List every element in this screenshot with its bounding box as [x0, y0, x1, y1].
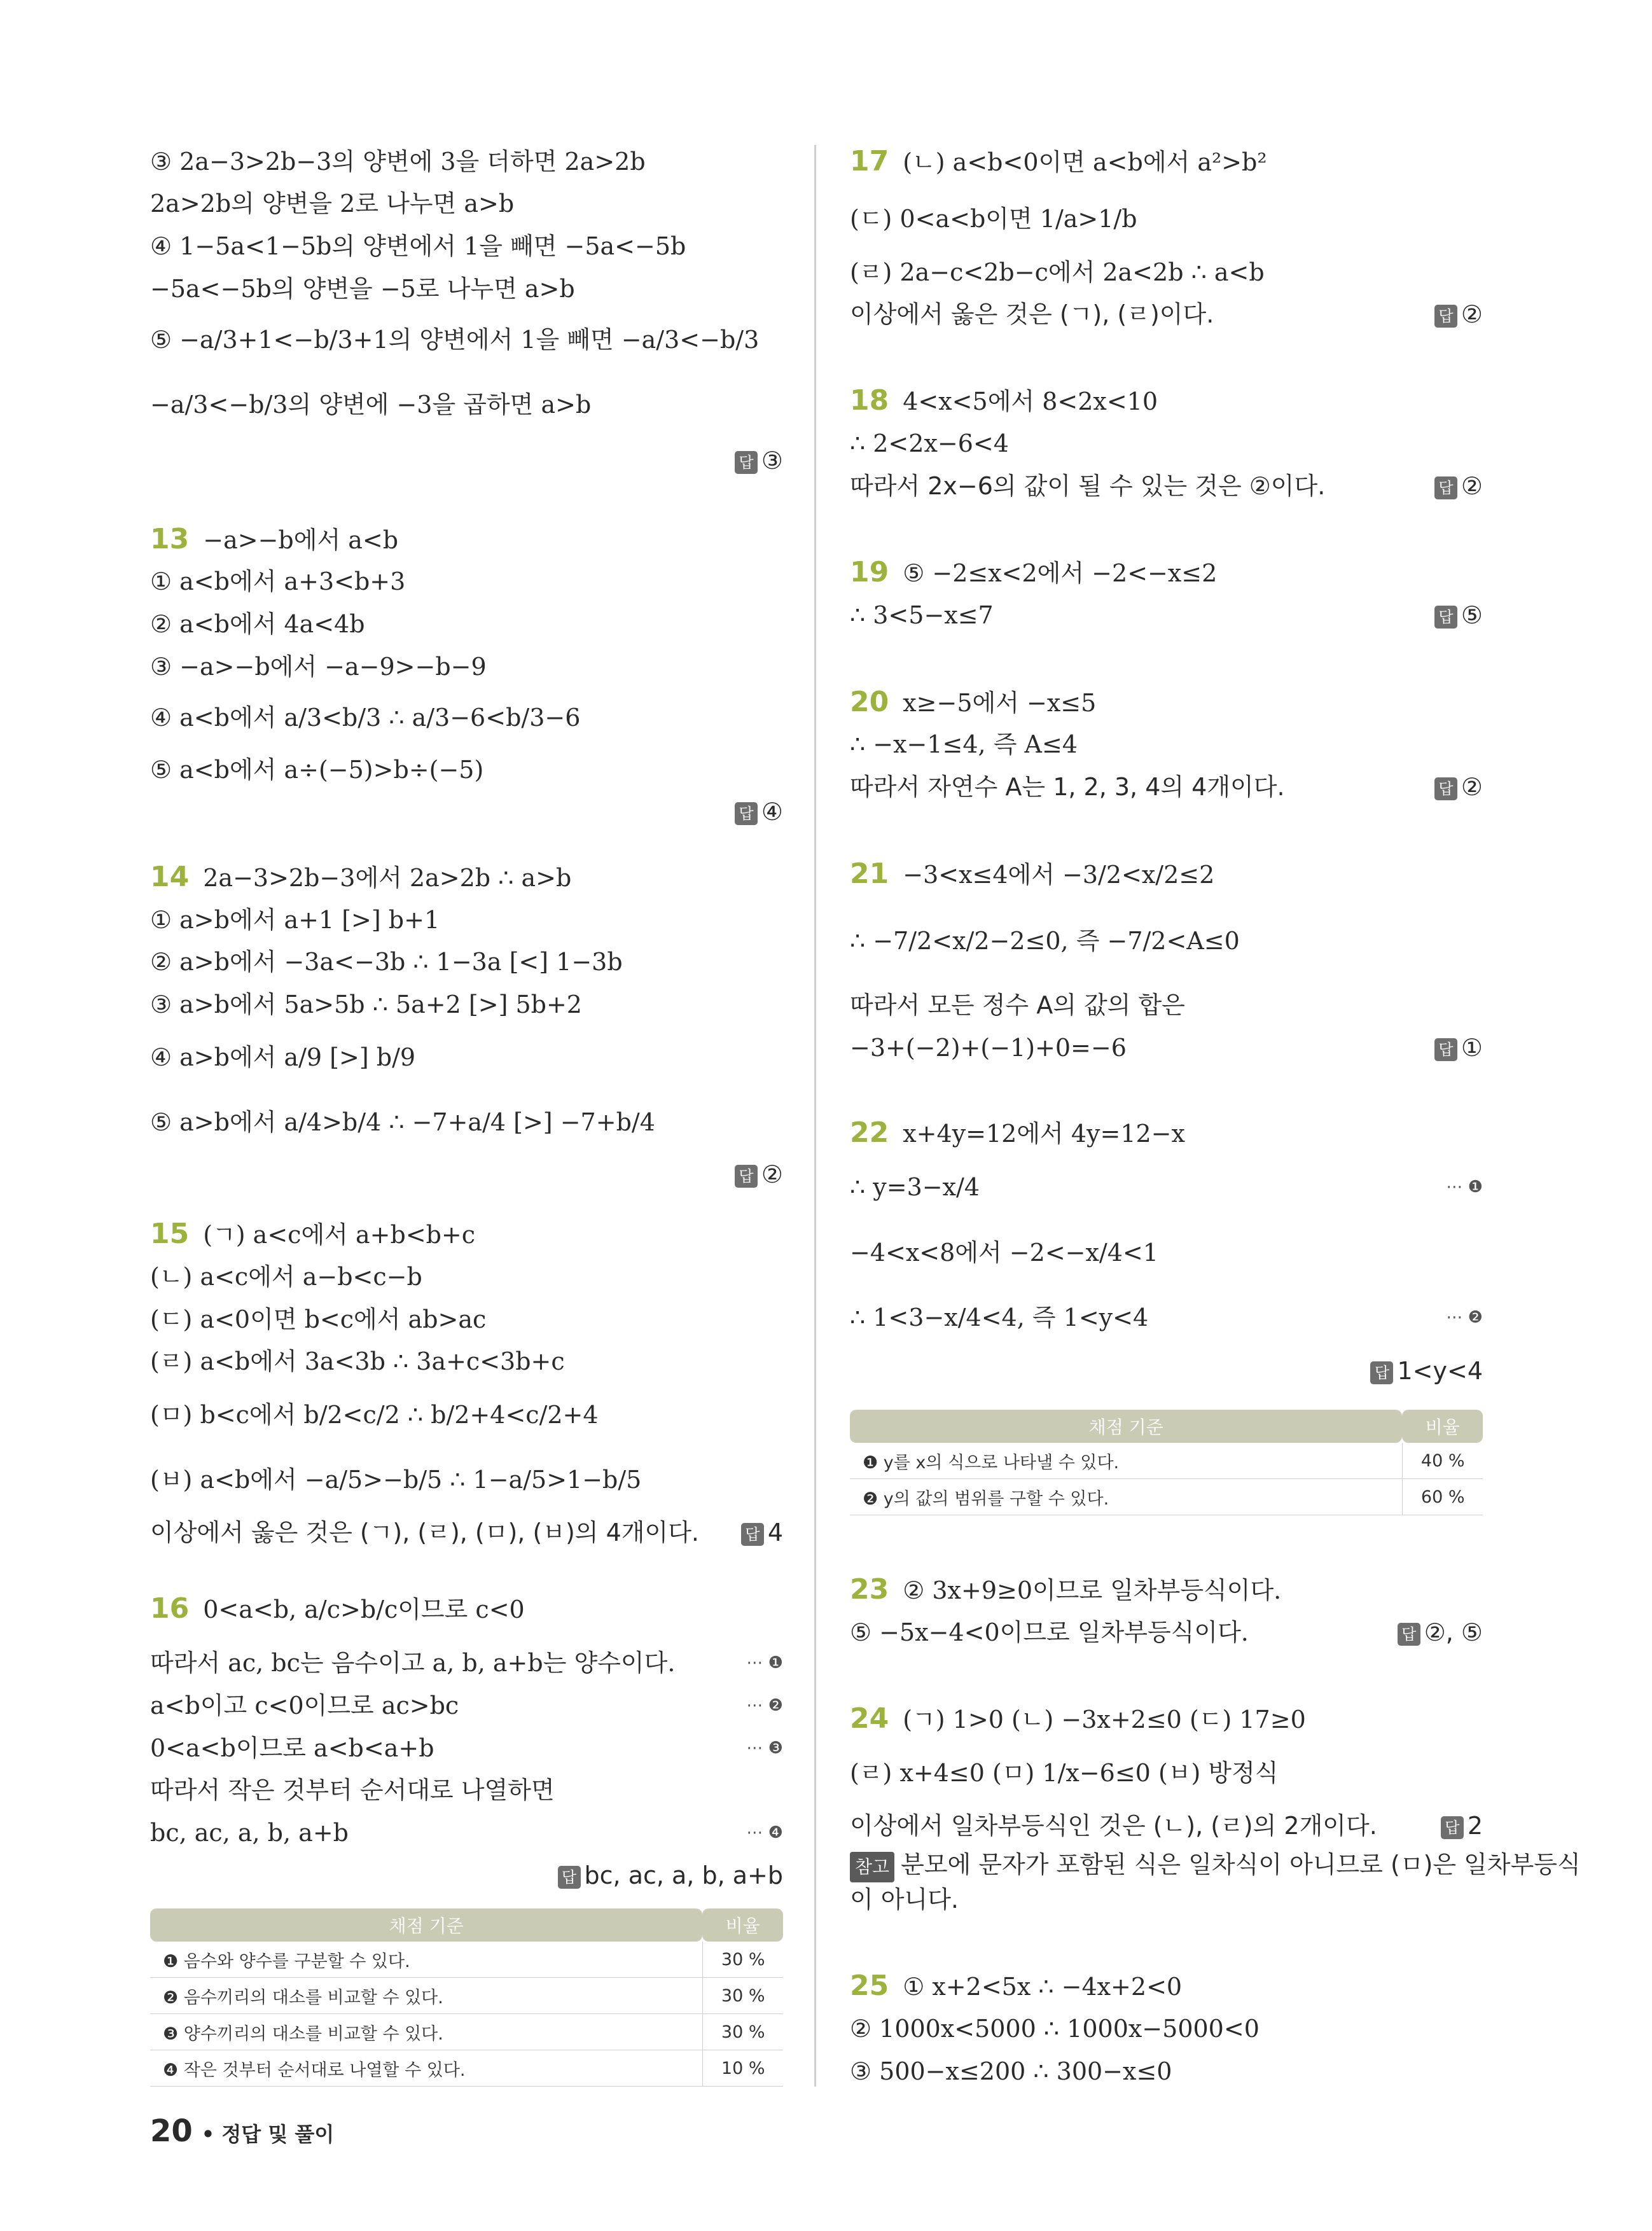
- solution-line: [850, 2056, 1172, 2087]
- column-divider: [814, 145, 816, 2087]
- solution-line: [150, 989, 582, 1020]
- answer-icon: 답: [558, 1866, 581, 1889]
- problem-number: 18: [850, 384, 889, 417]
- solution-text: 2a>2b의 양변을 2로 나누면 a>b: [150, 190, 515, 218]
- solution-text: ∴ y=3−x/4: [850, 1173, 980, 1201]
- problem-number: 21: [850, 858, 889, 890]
- solution-line: [850, 428, 1009, 459]
- solution-line: [850, 990, 1185, 1020]
- solution-line: [150, 389, 591, 420]
- solution-text: 4<x<5에서 8<2x<10: [903, 387, 1158, 415]
- problem-22-line: [850, 1118, 1185, 1149]
- solution-line: [850, 926, 1240, 956]
- table-row: [150, 1978, 783, 2014]
- answer-value: 2: [1467, 1812, 1483, 1840]
- solution-text: ③ 2a−3>2b−3의 양변에 3을 더하면 2a>2b: [150, 148, 646, 176]
- solution-line: [850, 600, 994, 630]
- problem-number: 15: [150, 1218, 190, 1250]
- solution-text: −a/3<−b/3의 양변에 −3을 곱하면 a>b: [150, 391, 592, 419]
- answer-value: ②: [761, 1160, 783, 1188]
- problem-18-line: [850, 386, 1158, 417]
- solution-text: ④ 1−5a<1−5b의 양변에서 1을 빼면 −5a<−5b: [150, 232, 686, 260]
- answer-icon: 답: [1434, 476, 1457, 499]
- solution-text: (ㄱ) 1>0 (ㄴ) −3x+2≤0 (ㄷ) 17≥0: [903, 1706, 1306, 1734]
- problem-24-line: [850, 1704, 1306, 1735]
- solution-line: [850, 1884, 959, 1915]
- problem-number: 25: [850, 1970, 889, 2002]
- solution-line: [150, 1400, 599, 1430]
- ratio-cell: 40 %: [1402, 1443, 1483, 1479]
- solution-text: ∴ −7/2<x/2−2≤0, 즉 −7/2<A≤0: [850, 927, 1240, 955]
- solution-line: [150, 231, 686, 261]
- solution-text: −3<x≤4에서 −3/2<x/2≤2: [903, 861, 1215, 889]
- answer-value: bc, ac, a, b, a+b: [584, 1861, 783, 1889]
- solution-text: (ㅁ) b<c에서 b/2<c/2 ∴ b/2+4<c/2+4: [150, 1401, 599, 1429]
- solution-line: [150, 1107, 655, 1137]
- solution-line: [150, 905, 440, 935]
- solution-line: [850, 729, 1078, 760]
- solution-line: [150, 702, 580, 733]
- answer: [1441, 1811, 1483, 1841]
- solution-text: ∴ −x−1≤4, 즉 A≤4: [850, 730, 1078, 758]
- answer-icon: 답: [741, 1523, 764, 1546]
- solution-text: (ㄹ) a<b에서 3a<3b ∴ 3a+c<3b+c: [150, 1347, 565, 1375]
- answer: [735, 1159, 783, 1190]
- scoring-step-marker: ⋯ ❸: [746, 1739, 783, 1758]
- solution-line: [150, 1346, 565, 1377]
- solution-text: bc, ac, a, b, a+b: [150, 1819, 349, 1847]
- answer: [735, 445, 783, 476]
- table-row: [150, 1942, 783, 1978]
- solution-line: [850, 471, 1325, 501]
- solution-text: 이상에서 옳은 것은 (ㄱ), (ㄹ)이다.: [850, 300, 1214, 328]
- answer-value: ②: [1461, 472, 1483, 500]
- solution-text: ② 3x+9≥0이므로 일차부등식이다.: [903, 1576, 1282, 1604]
- solution-text: ④ a>b에서 a/9 [>] b/9: [150, 1043, 416, 1071]
- answer-icon: 답: [735, 802, 758, 825]
- scoring-step-marker: ⋯ ❷: [1446, 1308, 1483, 1327]
- solution-line: [150, 1733, 434, 1763]
- answer-icon: 답: [1434, 305, 1457, 328]
- solution-text: 이상에서 일차부등식인 것은 (ㄴ), (ㄹ)의 2개이다.: [850, 1812, 1377, 1840]
- solution-text: ③ a>b에서 5a>5b ∴ 5a+2 [>] 5b+2: [150, 990, 582, 1018]
- answer-value: 1<y<4: [1397, 1357, 1483, 1385]
- solution-text: ② a>b에서 −3a<−3b ∴ 1−3a [<] 1−3b: [150, 948, 623, 976]
- solution-text: ① x+2<5x ∴ −4x+2<0: [903, 1973, 1183, 2001]
- problem-number: 16: [150, 1592, 190, 1625]
- solution-text: ⑤ a>b에서 a/4>b/4 ∴ −7+a/4 [>] −7+b/4: [150, 1108, 655, 1136]
- solution-line: [850, 257, 1265, 288]
- solution-text: −a>−b에서 a<b: [203, 526, 399, 554]
- solution-line: [150, 324, 759, 355]
- problem-23-line: [850, 1574, 1281, 1606]
- table-row: [150, 2050, 783, 2087]
- solution-text: x≥−5에서 −x≤5: [903, 689, 1097, 717]
- solution-text: 0<a<b이므로 a<b<a+b: [150, 1734, 434, 1762]
- answer-value: ⑤: [1461, 601, 1483, 629]
- solution-text: ⑤ −2≤x<2에서 −2<−x≤2: [903, 559, 1218, 587]
- solution-text: (ㄷ) 0<a<b이면 1/a>1/b: [850, 205, 1137, 233]
- page-footer: [150, 2113, 334, 2149]
- answer-icon: 답: [1398, 1623, 1420, 1646]
- problem-number: 24: [850, 1702, 889, 1735]
- solution-text: 따라서 2x−6의 값이 될 수 있는 것은 ②이다.: [850, 472, 1326, 500]
- ratio-header: 비율: [702, 1908, 783, 1942]
- solution-text: a<b이고 c<0이므로 ac>bc: [150, 1692, 459, 1720]
- problem-number: 17: [850, 145, 889, 177]
- solution-text: 0<a<b, a/c>b/c이므로 c<0: [203, 1595, 525, 1623]
- answer-value: ②, ⑤: [1424, 1618, 1483, 1646]
- solution-line: [150, 1304, 486, 1335]
- scoring-step-marker: ⋯ ❹: [746, 1823, 783, 1842]
- solution-text: ③ 500−x≤200 ∴ 300−x≤0: [850, 2057, 1172, 2085]
- solution-text: 이상에서 옳은 것은 (ㄱ), (ㄹ), (ㅁ), (ㅂ)의 4개이다.: [150, 1519, 699, 1546]
- criteria-cell: ❷ y의 값의 범위를 구할 수 있다.: [850, 1479, 1402, 1515]
- solution-text: 따라서 자연수 A는 1, 2, 3, 4의 4개이다.: [850, 773, 1285, 801]
- answer: [1434, 471, 1483, 501]
- answer-icon: 답: [1441, 1816, 1464, 1839]
- answer-value: ②: [1461, 773, 1483, 801]
- criteria-cell: ❶ 음수와 양수를 구분할 수 있다.: [150, 1942, 702, 1978]
- solution-line: [150, 651, 487, 682]
- solution-text: (ㅂ) a<b에서 −a/5>−b/5 ∴ 1−a/5>1−b/5: [150, 1466, 642, 1494]
- solution-line: [150, 274, 575, 304]
- solution-text: ② 1000x<5000 ∴ 1000x−5000<0: [850, 2015, 1260, 2043]
- answer-icon: 답: [1434, 1038, 1457, 1061]
- solution-line: [850, 1849, 1581, 1882]
- problem-14-line: [150, 862, 571, 893]
- answer-icon: 답: [1370, 1361, 1393, 1384]
- scoring-step-marker: ⋯ ❷: [746, 1696, 783, 1715]
- solution-text: ① a>b에서 a+1 [>] b+1: [150, 906, 440, 934]
- solution-line: [850, 1032, 1127, 1063]
- ratio-cell: 60 %: [1402, 1479, 1483, 1515]
- solution-line: [150, 947, 623, 977]
- solution-text: −5a<−5b의 양변을 −5로 나누면 a>b: [150, 275, 575, 303]
- solution-line: [850, 299, 1214, 330]
- solution-line: [850, 1172, 980, 1202]
- answer: [1398, 1617, 1483, 1648]
- solution-line: [150, 1690, 459, 1721]
- solution-text: (ㄱ) a<c에서 a+b<b+c: [203, 1221, 476, 1249]
- solution-text: (ㄹ) 2a−c<2b−c에서 2a<2b ∴ a<b: [850, 258, 1265, 286]
- solution-line: [850, 1302, 1148, 1333]
- solution-line: [150, 188, 514, 219]
- answer: [1434, 299, 1483, 330]
- answer-value: 4: [767, 1519, 783, 1546]
- solution-line: [150, 609, 365, 639]
- problem-number: 19: [850, 556, 889, 588]
- answer-icon: 답: [1434, 606, 1457, 629]
- solution-text: ⑤ −a/3+1<−b/3+1의 양변에서 1을 빼면 −a/3<−b/3: [150, 326, 760, 354]
- solution-text: ∴ 2<2x−6<4: [850, 429, 1009, 457]
- solution-text: ∴ 1<3−x/4<4, 즉 1<y<4: [850, 1303, 1149, 1331]
- solution-text: −3+(−2)+(−1)+0=−6: [850, 1034, 1127, 1062]
- problem-21-line: [850, 859, 1214, 890]
- solution-text: (ㄴ) a<b<0이면 a<b에서 a²>b²: [903, 148, 1267, 176]
- ratio-cell: 30 %: [702, 2014, 783, 2050]
- solution-line: [150, 1817, 349, 1848]
- answer-icon: 답: [735, 451, 758, 474]
- answer-icon: 답: [1434, 777, 1457, 800]
- answer: [558, 1860, 783, 1891]
- solution-text: ⑤ −5x−4<0이므로 일차부등식이다.: [850, 1618, 1249, 1646]
- solution-line: [150, 1042, 415, 1073]
- criteria-cell: ❹ 작은 것부터 순서대로 나열할 수 있다.: [150, 2050, 702, 2087]
- problem-number: 13: [150, 523, 190, 555]
- solution-text: 따라서 ac, bc는 음수이고 a, b, a+b는 양수이다.: [150, 1649, 676, 1677]
- criteria-header: 채점 기준: [850, 1410, 1402, 1443]
- problem-19-line: [850, 557, 1217, 588]
- solution-line: [850, 1811, 1377, 1841]
- answer: [741, 1517, 783, 1548]
- table-row: [850, 1479, 1483, 1515]
- answer-icon: 답: [735, 1165, 758, 1188]
- solution-line: [150, 754, 483, 785]
- answer-value: ④: [761, 798, 783, 826]
- solution-line: [850, 2013, 1260, 2044]
- solution-text: 따라서 작은 것부터 순서대로 나열하면: [150, 1776, 555, 1804]
- ratio-cell: 30 %: [702, 1942, 783, 1978]
- problem-20-line: [850, 687, 1096, 718]
- solution-line: [150, 1648, 675, 1678]
- solution-line: [850, 772, 1285, 802]
- solution-text: −4<x<8에서 −2<−x/4<1: [850, 1239, 1158, 1267]
- solution-line: [150, 1517, 699, 1548]
- solution-text: ④ a<b에서 a/3<b/3 ∴ a/3−6<b/3−6: [150, 704, 581, 732]
- solution-text: (ㄴ) a<c에서 a−b<c−b: [150, 1263, 422, 1291]
- scoring-step-marker: ⋯ ❶: [746, 1653, 783, 1672]
- criteria-header: 채점 기준: [150, 1908, 702, 1942]
- solution-line: [150, 1261, 422, 1292]
- problem-number: 23: [850, 1573, 889, 1606]
- problem-15-line: [150, 1219, 475, 1250]
- answer: [1370, 1356, 1483, 1386]
- problem-number: 14: [150, 861, 190, 893]
- solution-text: 2a−3>2b−3에서 2a>2b ∴ a>b: [203, 864, 572, 892]
- solution-line: [850, 204, 1137, 234]
- solution-text: ② a<b에서 4a<4b: [150, 610, 365, 638]
- note-badge: 참고: [850, 1852, 894, 1882]
- answer-value: ②: [1461, 300, 1483, 328]
- ratio-cell: 10 %: [702, 2050, 783, 2087]
- problem-number: 20: [850, 686, 889, 718]
- solution-text: ∴ 3<5−x≤7: [850, 601, 994, 629]
- answer-value: ③: [761, 447, 783, 475]
- ratio-header: 비율: [1402, 1410, 1483, 1443]
- criteria-cell: ❶ y를 x의 식으로 나타낼 수 있다.: [850, 1443, 1402, 1479]
- problem-number: 22: [850, 1116, 889, 1149]
- solution-text: 분모에 문자가 포함된 식은 일차식이 아니므로 (ㅁ)은 일차부등식: [901, 1851, 1581, 1879]
- solution-text: (ㄹ) x+4≤0 (ㅁ) 1/x−6≤0 (ㅂ) 방정식: [850, 1759, 1279, 1787]
- solution-line: [850, 1237, 1158, 1268]
- answer: [735, 796, 783, 827]
- solution-text: ③ −a>−b에서 −a−9>−b−9: [150, 653, 487, 681]
- solution-line: [850, 1758, 1279, 1788]
- solution-line: [150, 146, 646, 177]
- criteria-cell: ❷ 음수끼리의 대소를 비교할 수 있다.: [150, 1978, 702, 2014]
- solution-text: 이 아니다.: [850, 1886, 959, 1914]
- solution-text: x+4y=12에서 4y=12−x: [903, 1120, 1185, 1148]
- ratio-cell: 30 %: [702, 1978, 783, 2014]
- table-row: [150, 2014, 783, 2050]
- problem-17-line: [850, 146, 1267, 177]
- table-row: [850, 1443, 1483, 1479]
- page-number: 20: [150, 2113, 193, 2149]
- problem-25-line: [850, 1971, 1182, 2002]
- solution-text: ① a<b에서 a+3<b+3: [150, 567, 406, 595]
- page-footer-title: • 정답 및 풀이: [201, 2122, 335, 2146]
- solution-line: [150, 1464, 641, 1495]
- solution-line: [150, 566, 405, 597]
- solution-text: (ㄷ) a<0이면 b<c에서 ab>ac: [150, 1305, 487, 1333]
- solution-text: 따라서 모든 정수 A의 값의 합은: [850, 991, 1185, 1019]
- scoring-table: [850, 1410, 1483, 1515]
- scoring-step-marker: ⋯ ❶: [1446, 1178, 1483, 1197]
- answer-value: ①: [1461, 1034, 1483, 1062]
- answer: [1434, 600, 1483, 630]
- answer: [1434, 1032, 1483, 1063]
- scoring-table: [150, 1908, 783, 2087]
- solution-line: [850, 1617, 1249, 1648]
- criteria-cell: ❸ 양수끼리의 대소를 비교할 수 있다.: [150, 2014, 702, 2050]
- problem-13-line: [150, 524, 398, 555]
- solution-line: [150, 1775, 555, 1805]
- problem-16-line: [150, 1594, 525, 1625]
- answer: [1434, 772, 1483, 802]
- solution-text: ⑤ a<b에서 a÷(−5)>b÷(−5): [150, 756, 484, 784]
